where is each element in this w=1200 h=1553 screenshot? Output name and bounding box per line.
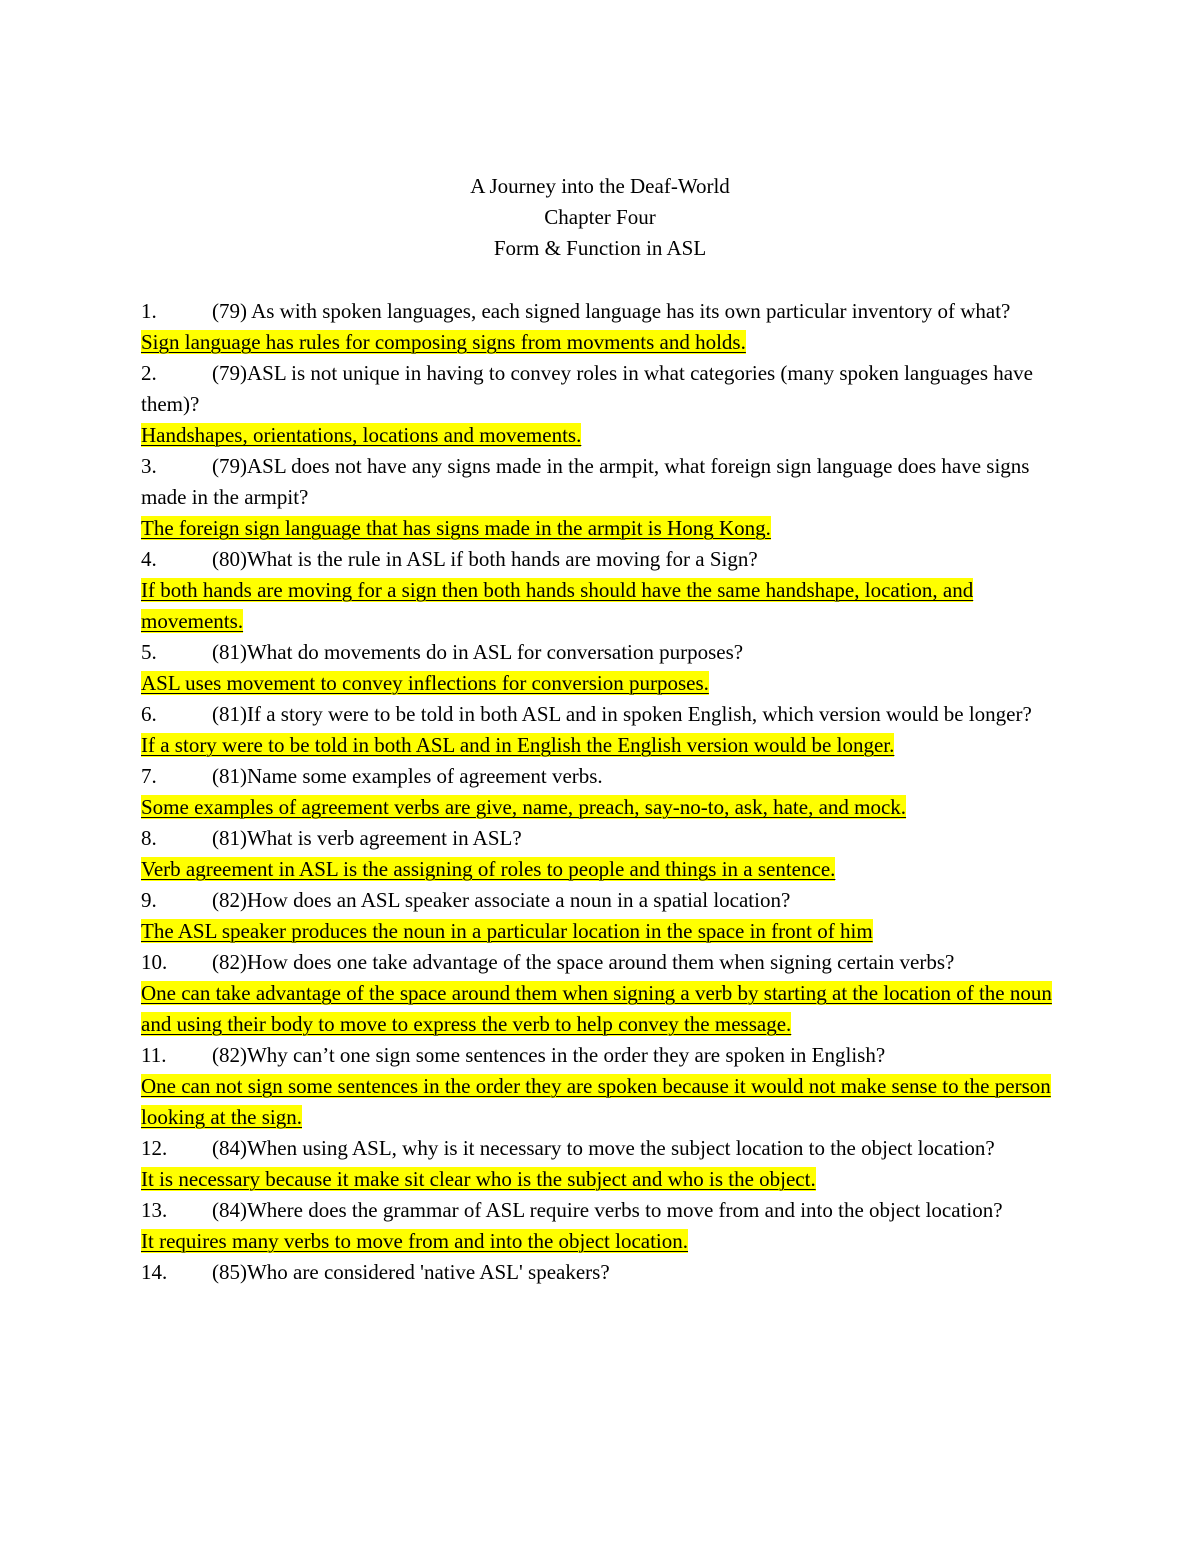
question-text: (84)Where does the grammar of ASL require verbs to move from and into the object location? [212, 1198, 1003, 1222]
highlighted-answer-text: If a story were to be told in both ASL and in English the English version would be longer. [141, 733, 895, 757]
question-text: (79)ASL does not have any signs made in the armpit, what foreign sign language does have signs made in the armpit? [141, 454, 1030, 509]
question-text: (81)Name some examples of agreement verbs. [212, 764, 603, 788]
highlighted-answer-text: One can take advantage of the space around them when signing a verb by starting at the location of the noun and using their body to move to express the verb to help convey the message. [141, 981, 1052, 1036]
highlighted-answer-text: Verb agreement in ASL is the assigning of roles to people and things in a sentence. [141, 857, 836, 881]
answer-item [141, 792, 1061, 823]
question-item [141, 358, 1061, 420]
answer-item [141, 978, 1061, 1040]
question-number: 14. [141, 1260, 168, 1284]
answer-item [141, 420, 1061, 451]
question-item [141, 451, 1061, 513]
highlighted-answer-text: The foreign sign language that has signs made in the armpit is Hong Kong. [141, 516, 771, 540]
highlighted-answer-text: It requires many verbs to move from and into the object location. [141, 1229, 689, 1253]
title-block [0, 171, 1200, 264]
question-text: (79)ASL is not unique in having to convey roles in what categories (many spoken languages have them)? [141, 361, 1033, 416]
question-number: 13. [141, 1198, 168, 1222]
answer-item [141, 1071, 1061, 1133]
question-number: 9. [141, 888, 157, 912]
question-text: (79) As with spoken languages, each signed language has its own particular inventory of what? [212, 299, 1011, 323]
question-number: 10. [141, 950, 168, 974]
highlighted-answer-text: Some examples of agreement verbs are give, name, preach, say-no-to, ask, hate, and mock. [141, 795, 907, 819]
question-item [141, 637, 1061, 668]
answer-item [141, 327, 1061, 358]
question-number: 7. [141, 764, 157, 788]
question-item [141, 1133, 1061, 1164]
highlighted-answer-text: ASL uses movement to convey inflections for conversion purposes. [141, 671, 709, 695]
question-item [141, 1040, 1061, 1071]
question-number: 12. [141, 1136, 168, 1160]
question-item [141, 544, 1061, 575]
question-number: 4. [141, 547, 157, 571]
question-text: (82)Why can’t one sign some sentences in the order they are spoken in English? [212, 1043, 886, 1067]
question-number: 6. [141, 702, 157, 726]
highlighted-answer-text: If both hands are moving for a sign then both hands should have the same handshape, location, and movements. [141, 578, 974, 633]
answer-item [141, 668, 1061, 699]
answer-item [141, 730, 1061, 761]
answer-item [141, 854, 1061, 885]
question-text: (80)What is the rule in ASL if both hands are moving for a Sign? [212, 547, 758, 571]
question-item [141, 947, 1061, 978]
answer-item [141, 1164, 1061, 1195]
question-answer-list [141, 296, 1061, 1288]
question-item [141, 1257, 1061, 1288]
question-number: 11. [141, 1043, 167, 1067]
question-number: 3. [141, 454, 157, 478]
answer-item [141, 916, 1061, 947]
question-text: (85)Who are considered 'native ASL' speakers? [212, 1260, 610, 1284]
question-item [141, 699, 1061, 730]
chapter-heading: Chapter Four [544, 205, 656, 229]
highlighted-answer-text: The ASL speaker produces the noun in a particular location in the space in front of him [141, 919, 873, 943]
question-number: 1. [141, 299, 157, 323]
question-text: (81)If a story were to be told in both ASL and in spoken English, which version would be longer? [212, 702, 1032, 726]
question-item [141, 761, 1061, 792]
question-text: (81)What is verb agreement in ASL? [212, 826, 522, 850]
question-item [141, 885, 1061, 916]
question-item [141, 823, 1061, 854]
highlighted-answer-text: It is necessary because it make sit clear who is the subject and who is the object. [141, 1167, 816, 1191]
question-item [141, 296, 1061, 327]
answer-item [141, 575, 1061, 637]
question-item [141, 1195, 1061, 1226]
answer-item [141, 513, 1061, 544]
question-text: (82)How does an ASL speaker associate a noun in a spatial location? [212, 888, 791, 912]
highlighted-answer-text: Handshapes, orientations, locations and movements. [141, 423, 582, 447]
question-number: 2. [141, 361, 157, 385]
question-text: (82)How does one take advantage of the space around them when signing certain verbs? [212, 950, 955, 974]
chapter-subtitle: Form & Function in ASL [493, 236, 707, 260]
question-number: 8. [141, 826, 157, 850]
question-number: 5. [141, 640, 157, 664]
answer-item [141, 1226, 1061, 1257]
document-title: A Journey into the Deaf-World [470, 174, 730, 198]
question-text: (84)When using ASL, why is it necessary to move the subject location to the object location? [212, 1136, 995, 1160]
highlighted-answer-text: Sign language has rules for composing signs from movments and holds. [141, 330, 746, 354]
question-text: (81)What do movements do in ASL for conversation purposes? [212, 640, 744, 664]
highlighted-answer-text: One can not sign some sentences in the order they are spoken because it would not make sense to the person looking at the sign. [141, 1074, 1051, 1129]
